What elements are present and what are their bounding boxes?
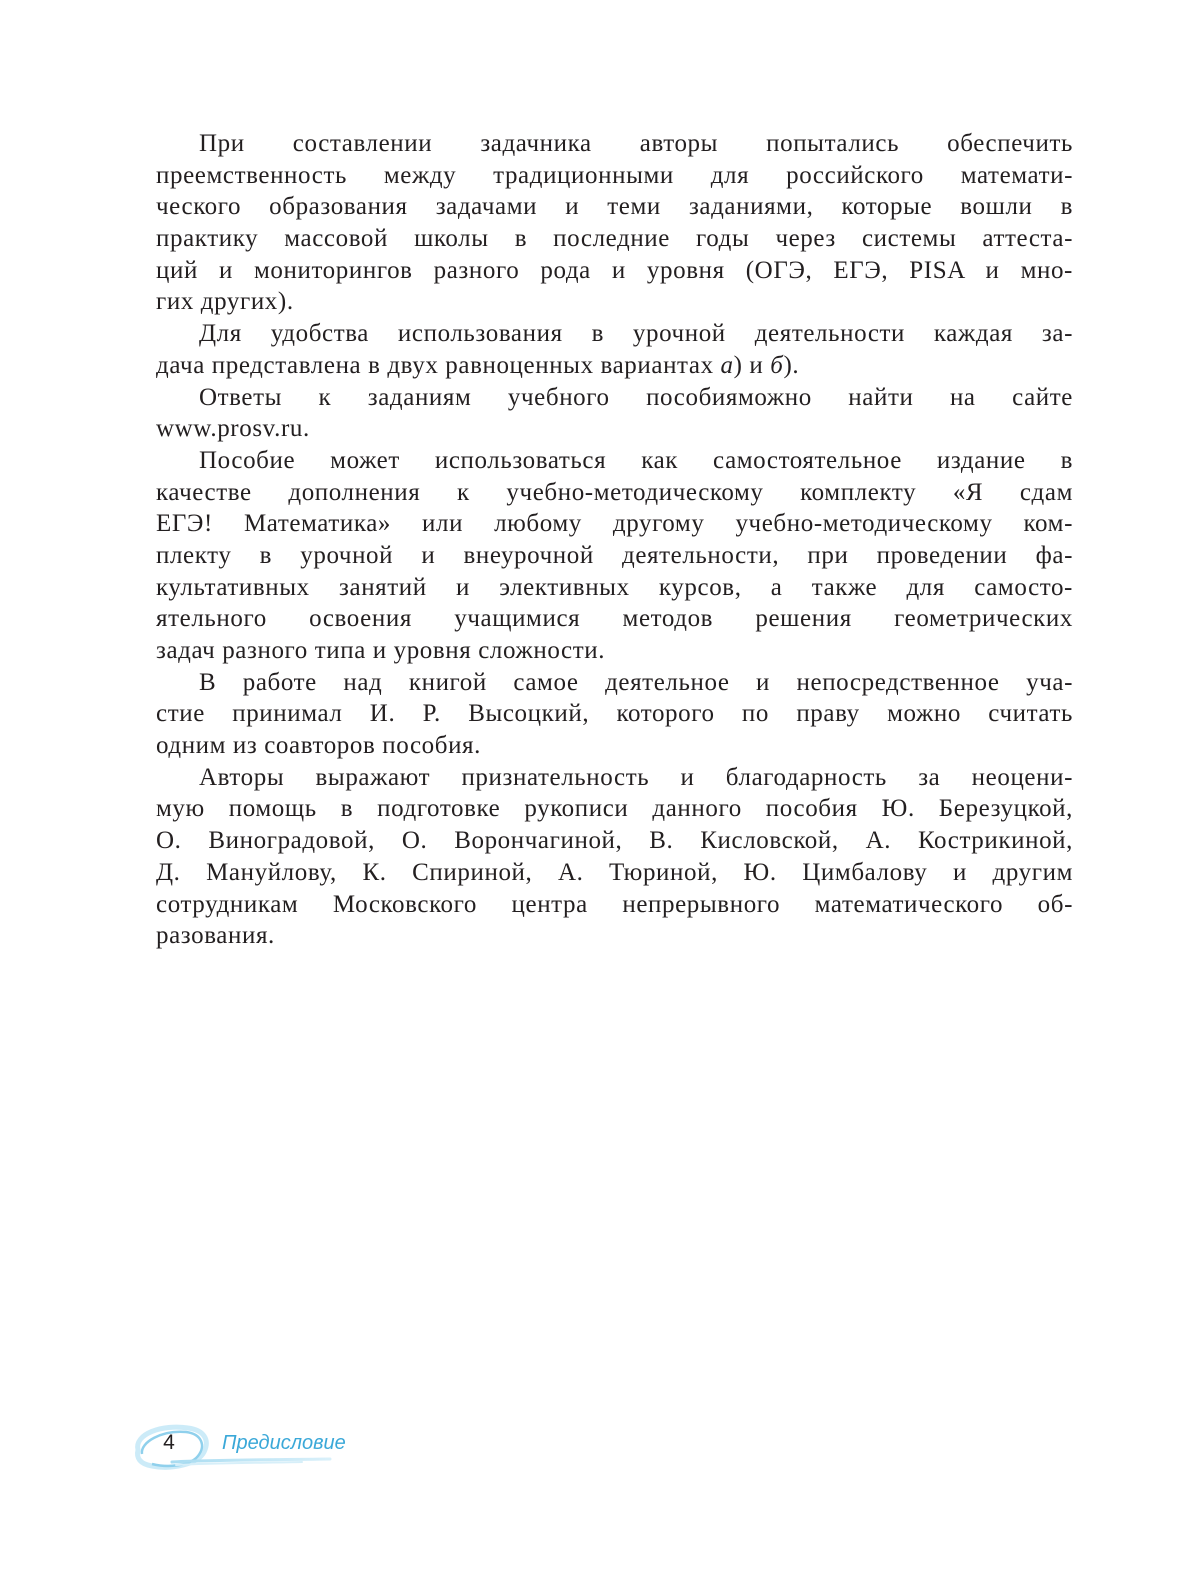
paragraph xyxy=(156,382,1073,445)
text-line: разования. xyxy=(156,922,275,950)
page-footer xyxy=(132,1420,372,1480)
text-line: культативных занятий и элективных курсов, а также для самосто- xyxy=(156,573,1073,601)
text-line: гих других). xyxy=(156,288,294,316)
text-line: ческого образования задачами и теми заданиями, которые вошли в xyxy=(156,193,1073,221)
text-line: Для удобства использования в урочной деятельности каждая за- xyxy=(199,320,1073,348)
text-line: мую помощь в подготовке рукописи данного пособия Ю. Березуцкой, xyxy=(156,795,1073,823)
paragraph xyxy=(156,445,1073,667)
text-line: Пособие может использоваться как самостоятельное издание в xyxy=(199,446,1073,474)
paragraph xyxy=(156,762,1073,952)
text-line: ций и мониторингов разного рода и уровня (ОГЭ, ЕГЭ, PISA и мно- xyxy=(156,256,1073,284)
text-line: сотрудникам Московского центра непрерывного математического об- xyxy=(156,890,1073,918)
text-line: качестве дополнения к учебно-методическому комплекту «Я сдам xyxy=(156,478,1073,506)
body-text xyxy=(156,128,1073,952)
running-section-title: Предисловие xyxy=(222,1432,346,1454)
text-line: одним из соавторов пособия. xyxy=(156,732,482,760)
paragraph xyxy=(156,128,1073,318)
text-line: задач разного типа и уровня сложности. xyxy=(156,637,606,664)
text-fragment: дача представлена в двух равноценных вариантах xyxy=(156,351,714,379)
paragraph xyxy=(156,667,1073,762)
text-line: ятельного освоения учащимися методов решения геометрических xyxy=(156,605,1073,633)
variant-a-label: а xyxy=(720,351,734,379)
text-fragment: ). xyxy=(783,351,800,379)
text-line: практику массовой школы в последние годы через системы аттеста- xyxy=(156,225,1073,253)
text-line: О. Виноградовой, О. Ворончагиной, В. Кисловской, А. Кострикиной, xyxy=(156,827,1073,855)
variant-b-label: б xyxy=(770,351,784,379)
text-line: Д. Мануйлову, К. Спириной, А. Тюриной, Ю. Цимбалову и другим xyxy=(156,858,1073,886)
website-link: www.prosv.ru. xyxy=(156,415,310,443)
text-line: ЕГЭ! Математика» или любому другому учебно-методическому ком- xyxy=(156,510,1073,538)
text-line: Авторы выражают признательность и благодарность за неоцени- xyxy=(199,763,1073,791)
text-line: Ответы к заданиям учебного пособияможно найти на сайте xyxy=(199,383,1073,411)
page-number: 4 xyxy=(163,1431,175,1454)
text-line: В работе над книгой самое деятельное и непосредственное уча- xyxy=(199,668,1073,696)
text-line: стие принимал И. Р. Высоцкий, которого по праву можно считать xyxy=(156,700,1073,728)
text-fragment: ) и xyxy=(733,351,771,379)
text-line: плекту в урочной и внеурочной деятельности, при проведении фа- xyxy=(156,541,1073,569)
text-line: преемственность между традиционными для российского математи- xyxy=(156,161,1073,189)
text-line: При составлении задачника авторы попытались обеспечить xyxy=(199,130,1073,157)
paragraph xyxy=(156,318,1073,381)
text-line xyxy=(156,350,1073,382)
